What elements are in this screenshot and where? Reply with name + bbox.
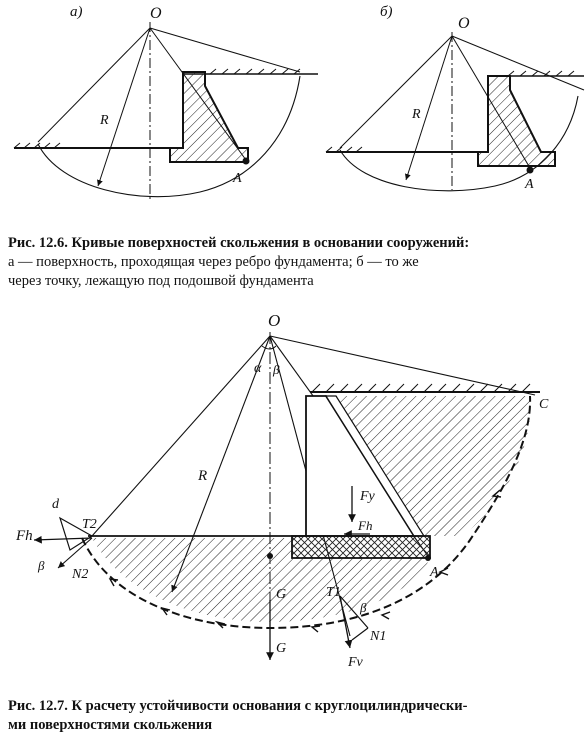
panel-a-label: а): [70, 4, 83, 20]
panel-a-slip-arc: [38, 76, 300, 197]
panel-a-point-a-label: A: [233, 171, 242, 186]
panel-a-retaining-wall: [170, 72, 248, 162]
fig127-beta-left-label: β: [38, 558, 45, 573]
figure-12-7-caption: [8, 697, 586, 735]
caption-12-6-line2: а — поверхность, проходящая через ребро фундамента; б — то же: [8, 254, 419, 270]
panel-a-point-a-marker: [243, 158, 250, 165]
panel-a-radius-label: R: [100, 113, 109, 128]
fig127-chord-left: [92, 336, 270, 536]
fig127-force-fy-label: Fy: [360, 489, 375, 504]
panel-b-radius-label: R: [412, 107, 421, 122]
fig127-point-a-label: A: [430, 565, 439, 580]
fig127-force-t1-label: T1: [326, 585, 341, 600]
panel-b-slip-arc: [340, 96, 578, 191]
fig127-point-c-label: C: [539, 397, 549, 412]
fig127-center-label: O: [268, 311, 281, 330]
fig127-g-outer-label: G: [276, 641, 287, 656]
panel-a-center-label: O: [150, 5, 162, 22]
figure-12-6-panel-a: [14, 4, 318, 200]
fig127-beta-label: β: [273, 362, 280, 377]
caption-12-6-title: Кривые поверхностей скольжения в основании сооружений:: [71, 235, 470, 251]
fig127-beta-right-label: β: [360, 600, 367, 615]
caption-12-7-number: Рис. 12.7.: [8, 698, 68, 714]
fig127-angle-d-label: d: [52, 497, 59, 512]
fig127-force-n1-label: N1: [370, 629, 387, 644]
panel-b-point-a-marker: [527, 167, 534, 174]
fig127-force-fh-label: Fh: [16, 528, 33, 544]
fig127-force-t2-label: T2: [82, 517, 97, 532]
fig127-force-fv-label: Fv: [348, 655, 363, 670]
fig127-force-fh2-label: Fh: [358, 518, 373, 533]
panel-b-chord-left: [340, 36, 452, 148]
panel-a-radius: [98, 28, 150, 186]
fig127-center-marker: [267, 553, 273, 559]
fig127-g-inner-label: G: [276, 587, 287, 602]
fig127-foundation: [292, 536, 430, 558]
fig127-point-a-marker: [425, 555, 431, 561]
panel-b-label: б): [380, 4, 393, 20]
figure-12-7: [15, 311, 549, 670]
panel-b-chord-right: [452, 36, 584, 90]
panel-b-retaining-wall: [478, 76, 555, 166]
panel-b-center-label: O: [458, 15, 470, 32]
figure-12-6-caption: [8, 234, 586, 291]
fig127-alpha-label: α: [254, 361, 262, 376]
panel-a-chord-right: [150, 28, 300, 72]
caption-12-7-line1: К расчету устойчивости основания с круглоцилиндрически-: [71, 698, 468, 714]
caption-12-6-number: Рис. 12.6.: [8, 235, 68, 251]
caption-12-7-line2: ми поверхностями скольжения: [8, 717, 213, 733]
panel-b-point-a-label: A: [525, 177, 534, 192]
panel-a-chord-left: [38, 28, 150, 142]
caption-12-6-line3: через точку, лежащую под подошвой фундамента: [8, 273, 314, 289]
fig127-radius-label: R: [198, 468, 208, 484]
fig127-force-n2-label: N2: [72, 567, 89, 582]
figure-12-6-panel-b: [326, 4, 584, 192]
